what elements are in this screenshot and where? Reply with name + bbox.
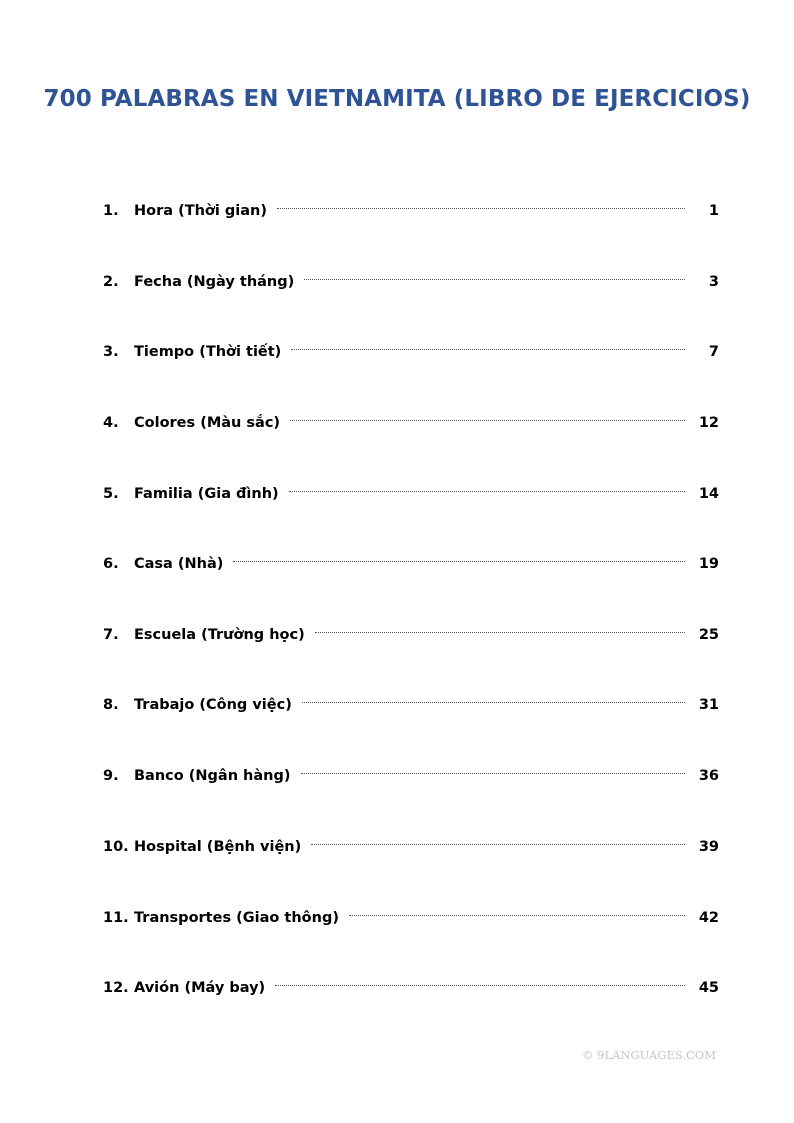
toc-entry[interactable] xyxy=(103,405,719,431)
toc-leader-dots xyxy=(287,476,693,498)
toc-entry-number: 12. xyxy=(103,980,129,996)
toc-entry-number: 6. xyxy=(103,556,119,572)
toc-entry[interactable] xyxy=(103,546,719,572)
toc-leader-dots xyxy=(273,970,693,992)
toc-entry-page: 14 xyxy=(698,486,719,502)
toc-entry-page: 7 xyxy=(708,344,719,360)
toc-entry-page: 19 xyxy=(698,556,719,572)
toc-leader-dots xyxy=(231,546,693,568)
toc-entry-label: Avión (Máy bay) xyxy=(134,980,266,996)
toc-entry-number: 7. xyxy=(103,627,119,643)
toc-entry-number: 4. xyxy=(103,415,119,431)
toc-leader-dots xyxy=(300,687,693,709)
toc-leader-dots xyxy=(347,900,693,922)
toc-entry-label: Trabajo (Công việc) xyxy=(134,697,292,713)
toc-leader-dots xyxy=(275,193,693,215)
toc-entry[interactable] xyxy=(103,334,719,360)
toc-entry-number: 10. xyxy=(103,839,129,855)
toc-entry[interactable] xyxy=(103,193,719,219)
toc-entry-label: Escuela (Trường học) xyxy=(134,627,305,643)
toc-entry-number: 2. xyxy=(103,274,119,290)
toc-entry-number: 3. xyxy=(103,344,119,360)
toc-entry-page: 31 xyxy=(698,697,719,713)
toc-entry[interactable] xyxy=(103,264,719,290)
toc-entry[interactable] xyxy=(103,900,719,926)
toc-entry-page: 1 xyxy=(708,203,719,219)
toc-entry-number: 9. xyxy=(103,768,119,784)
toc-entry-page: 36 xyxy=(698,768,719,784)
footer-watermark: © 9LANGUAGES.COM xyxy=(581,1048,716,1062)
toc-leader-dots xyxy=(288,405,693,427)
toc-entry-number: 5. xyxy=(103,486,119,502)
toc-entry[interactable] xyxy=(103,970,719,996)
toc-entry-label: Transportes (Giao thông) xyxy=(134,910,339,926)
toc-entry-page: 45 xyxy=(698,980,719,996)
toc-entry-number: 8. xyxy=(103,697,119,713)
toc-entry-label: Fecha (Ngày tháng) xyxy=(134,274,295,290)
page-title: 700 PALABRAS EN VIETNAMITA (LIBRO DE EJERCICIOS) xyxy=(43,86,751,112)
toc-entry-page: 3 xyxy=(708,274,719,290)
toc-leader-dots xyxy=(309,829,693,851)
toc-entry-label: Tiempo (Thời tiết) xyxy=(134,344,282,360)
toc-leader-dots xyxy=(299,758,694,780)
toc-entry-label: Hora (Thời gian) xyxy=(134,203,267,219)
toc-entry-page: 39 xyxy=(698,839,719,855)
toc-entry[interactable] xyxy=(103,476,719,502)
toc-entry-page: 25 xyxy=(698,627,719,643)
toc-entry[interactable] xyxy=(103,617,719,643)
toc-entry[interactable] xyxy=(103,687,719,713)
toc-leader-dots xyxy=(289,334,693,356)
toc-entry-label: Banco (Ngân hàng) xyxy=(134,768,291,784)
toc-entry-page: 42 xyxy=(698,910,719,926)
toc-entry-number: 1. xyxy=(103,203,119,219)
toc-entry-label: Hospital (Bệnh viện) xyxy=(134,839,302,855)
toc-leader-dots xyxy=(313,617,693,639)
toc-entry-number: 11. xyxy=(103,910,129,926)
toc-entry-label: Colores (Màu sắc) xyxy=(134,415,281,431)
toc-entry-label: Familia (Gia đình) xyxy=(134,486,279,502)
toc-entry[interactable] xyxy=(103,829,719,855)
toc-entry-label: Casa (Nhà) xyxy=(134,556,224,572)
toc-entry-page: 12 xyxy=(698,415,719,431)
toc-leader-dots xyxy=(302,264,693,286)
toc-entry[interactable] xyxy=(103,758,719,784)
